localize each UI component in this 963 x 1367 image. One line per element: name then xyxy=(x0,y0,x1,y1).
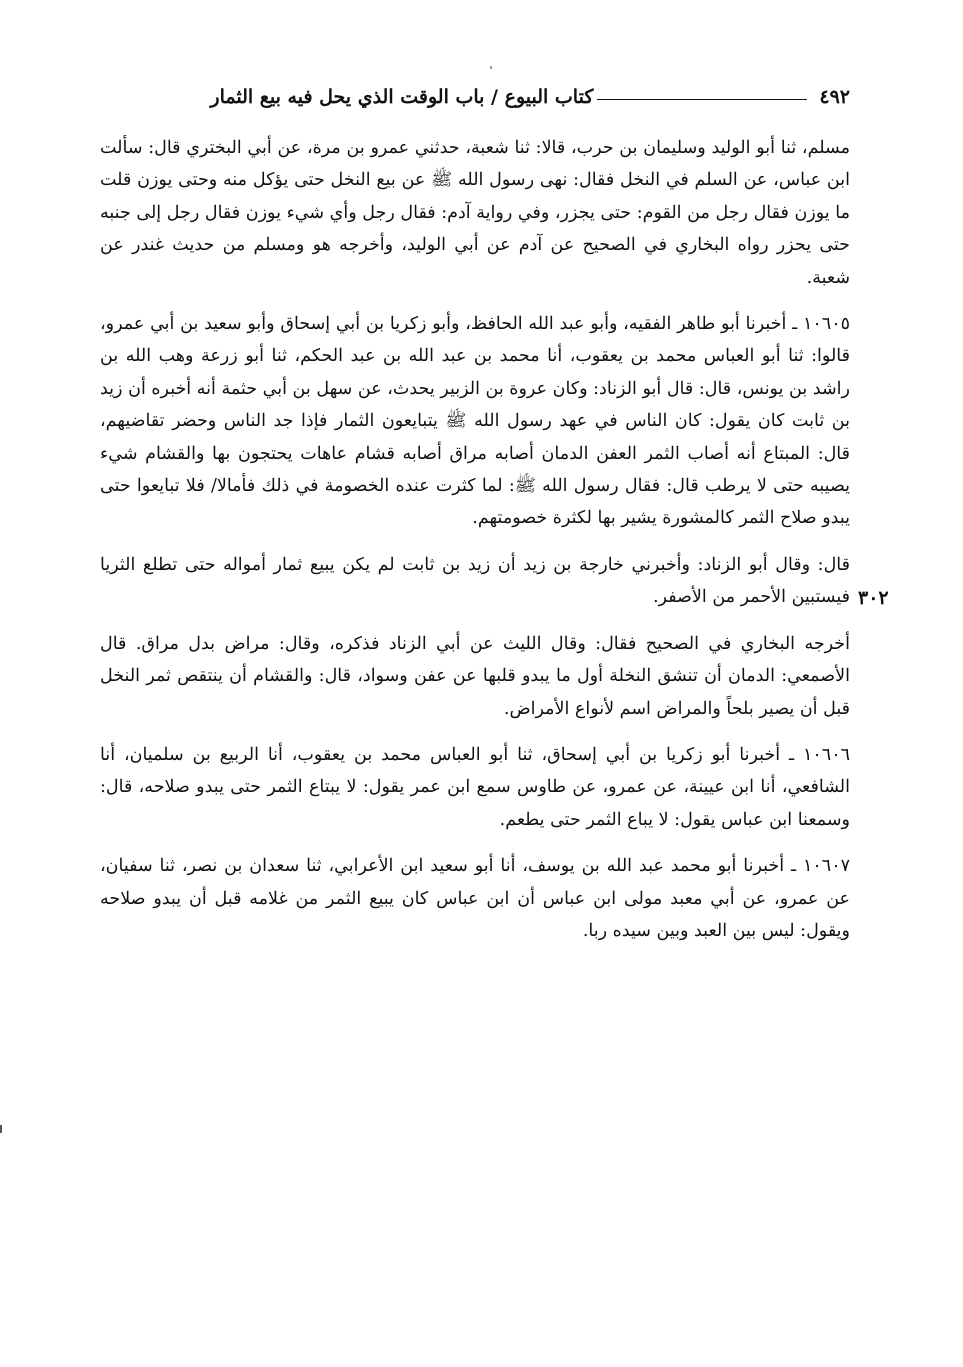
hadith-10607: ١٠٦٠٧ ـ أخبرنا أبو محمد عبد الله بن يوسف، أنا أبو سعيد ابن الأعرابي، ثنا سعدان بن نصر، ثنا سفيان، عن عمرو، عن أبي معبد مولى ابن عباس أن ابن عباس كان يبيع الثمر من غلامه قبل أن يبدو صلاحه ويقول: ليس بين العبد وبين سيده ربا. xyxy=(100,856,850,941)
page-body xyxy=(100,132,850,961)
running-title: كتاب البيوع / باب الوقت الذي يحل فيه بيع الثمار xyxy=(210,86,594,108)
hadith-10605: ١٠٦٠٥ ـ أخبرنا أبو طاهر الفقيه، وأبو عبد الله الحافظ، وأبو زكريا بن أبي إسحاق وأبو سعيد بن أبي عمرو، قالوا: ثنا أبو العباس محمد بن يعقوب، أنا محمد بن عبد الله بن عبد الحكم، ثنا أبو زرعة وهب الله بن راشد بن يونس، قال: قال أبو الزناد: وكان عروة بن الزبير يحدث، عن سهل بن أبي حثمة أنه أخبره أن زيد بن ثابت كان يقول: كان الناس في عهد رسول الله ﷺ يتبايعون الثمار فإذا جد الناس وحضر تقاضيهم، قال: المبتاع أنه أصاب الثمر العفن الدمان أصابه مراق أصابه قشام عاهات يحتجون بها والقشام شيء يصيبه حتى لا يرطب قال: فقال رسول الله ﷺ: لما كثرت عنده الخصومة في ذلك فأمالا/ فلا تبايعوا حتى يبدو صلاح الثمر كالمشورة يشير بها لكثرة خصومتهم. xyxy=(100,314,850,529)
hadith-10606: ١٠٦٠٦ ـ أخبرنا أبو زكريا بن أبي إسحاق، ثنا أبو العباس محمد بن يعقوب، أنا الربيع بن سلميان، أنا الشافعي، أنا ابن عيينة، عن عمرو، عن طاوس سمع ابن عمر يقول: لا يبتاع الثمر حتى يبدو صلاحه، قال: وسمعنا ابن عباس يقول: لا يباع الثمر حتى يطعم. xyxy=(100,744,850,830)
paragraph-continuation: مسلم، ثنا أبو الوليد وسليمان بن حرب، قالا: ثنا شعبة، حدثني عمرو بن مرة، عن أبي البختري قال: سألت ابن عباس، عن السلم في النخل فقال: نهى رسول الله ﷺ عن بيع النخل حتى يؤكل منه وحتى يوزن قلت ما يوزن فقال رجل من القوم: حتى يجزر، وفي رواية آدم: فقال رجل وأي شيء يوزن فقال رجل إلى جنبه حتى يحزر رواه البخاري في الصحيح عن آدم عن أبي الوليد، وأخرجه هو ومسلم من حديث غندر عن شعبة. xyxy=(100,138,850,288)
page-number: ٤٩٢ xyxy=(819,86,850,108)
paragraph-bukhari-note: أخرجه البخاري في الصحيح فقال: وقال الليث عن أبي الزناد فذكره، وقال: مراض بدل مراق. قال الأصمعي: الدمان أن تنشق النخلة أول ما يبدو قلبها عن عفن وسواد، قال: والقشام أن ينتقص ثمر النخل قبل أن يصير بلحاً والمراض اسم لأنواع الأمراض. xyxy=(100,633,850,719)
scan-speck xyxy=(490,66,492,69)
page-header xyxy=(100,80,850,114)
scan-edge-mark xyxy=(0,1125,2,1133)
paragraph-abu-zinad: قال: وقال أبو الزناد: وأخبرني خارجة بن زيد أن زيد بن ثابت لم يكن يبيع ثمار أمواله حتى تطلع الثريا فيستبين الأحمر من الأصفر. xyxy=(100,554,850,608)
margin-page-reference: ٣٠٢ xyxy=(858,587,889,609)
header-rule xyxy=(597,99,807,100)
